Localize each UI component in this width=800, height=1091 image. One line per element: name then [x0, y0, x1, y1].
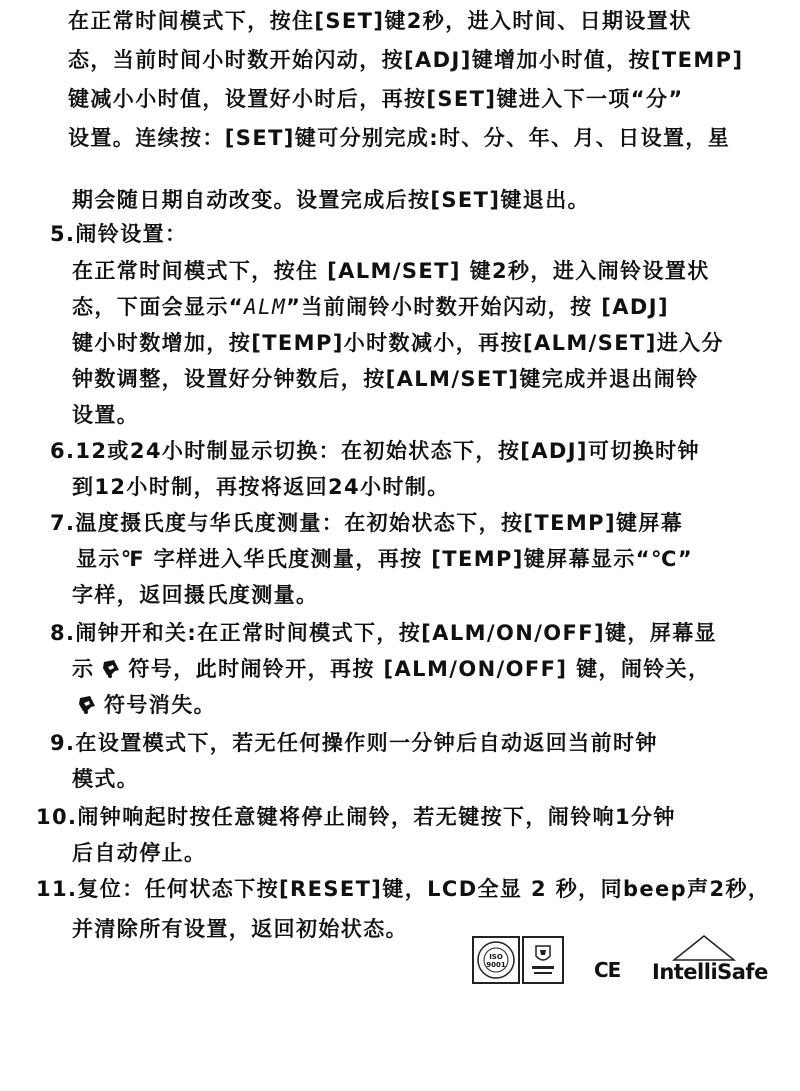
section-8-line-3 — [72, 692, 216, 721]
section-8-line-2 — [72, 656, 710, 685]
intellisafe-logo — [652, 934, 768, 994]
alarm-bell-icon — [100, 657, 122, 685]
intro-line-2: 态，当前时间小时数开始闪动，按[ADJ]键增加小时值，按[TEMP] — [68, 48, 744, 72]
alm-lcd-text: ALM — [244, 295, 287, 319]
intro-line-4: 设置。连续按：[SET]键可分别完成:时、分、年、月、日设置，星 — [68, 126, 731, 150]
section-9-line-2: 模式。 — [72, 767, 140, 791]
intro-line-1: 在正常时间模式下，按住[SET]键2秒，进入时间、日期设置状 — [68, 9, 692, 33]
section-11-line-1: 11.复位：任何状态下按[RESET]键，LCD全显 2 秒，同beep声2秒， — [36, 877, 771, 901]
section-5-line-3: 键小时数增加，按[TEMP]小时数减小，再按[ALM/SET]进入分 — [72, 331, 724, 355]
section-5-line-2 — [72, 294, 669, 320]
section-5-line-1: 在正常时间模式下，按住 [ALM/SET] 键2秒，进入闹铃设置状 — [72, 259, 710, 283]
alarm-bell-icon — [76, 693, 98, 721]
certification-logos — [470, 928, 770, 998]
section-6-line-1: 6.12或24小时制显示切换：在初始状态下，按[ADJ]可切换时钟 — [50, 439, 700, 463]
section-10-line-1: 10.闹钟响起时按任意键将停止闹铃，若无键按下，闹铃响1分钟 — [36, 805, 676, 829]
section-8-line-1: 8.闹钟开和关:在正常时间模式下，按[ALM/ON/OFF]键，屏幕显 — [50, 621, 718, 645]
ce-mark: CE — [594, 958, 621, 982]
section-6-line-2: 到12小时制，再按将返回24小时制。 — [72, 475, 450, 499]
section-8-line-2-start: 示 — [72, 657, 95, 681]
intro-line-3: 键减小小时值，设置好小时后，再按[SET]键进入下一项“分” — [68, 87, 684, 111]
section-7-line-1: 7.温度摄氏度与华氏度测量：在初始状态下，按[TEMP]键屏幕 — [50, 511, 684, 535]
intellisafe-wordmark: IntelliSafe — [652, 960, 768, 984]
section-7-line-3: 字样，返回摄氏度测量。 — [72, 583, 319, 607]
section-5-line-5: 设置。 — [72, 403, 140, 427]
section-5-line-4: 钟数调整，设置好分钟数后，按[ALM/SET]键完成并退出闹铃 — [72, 367, 699, 391]
section-7-line-2: 显示℉ 字样进入华氏度测量，再按 [TEMP]键屏幕显示“℃” — [76, 547, 694, 571]
ukas-certification-seal — [522, 936, 564, 984]
section-9-line-1: 9.在设置模式下，若无任何操作则一分钟后自动返回当前时钟 — [50, 731, 658, 755]
section-8-line-2-end: 符号，此时闹铃开，再按 [ALM/ON/OFF] 键，闹铃关， — [128, 657, 711, 681]
section-5-title: 5.闹铃设置： — [50, 222, 188, 246]
intro-line-5: 期会随日期自动改变。设置完成后按[SET]键退出。 — [72, 188, 590, 212]
iso-certification-seal — [472, 936, 520, 984]
section-5-line-2-end: ”当前闹铃小时数开始闪动，按 [ADJ] — [286, 295, 669, 319]
section-10-line-2: 后自动停止。 — [72, 841, 207, 865]
section-5-line-2-start: 态，下面会显示“ — [72, 295, 245, 319]
iso-label: ISO 9001 — [486, 953, 506, 969]
section-8-line-3-text: 符号消失。 — [104, 693, 216, 717]
section-11-line-2: 并清除所有设置，返回初始状态。 — [72, 917, 408, 941]
